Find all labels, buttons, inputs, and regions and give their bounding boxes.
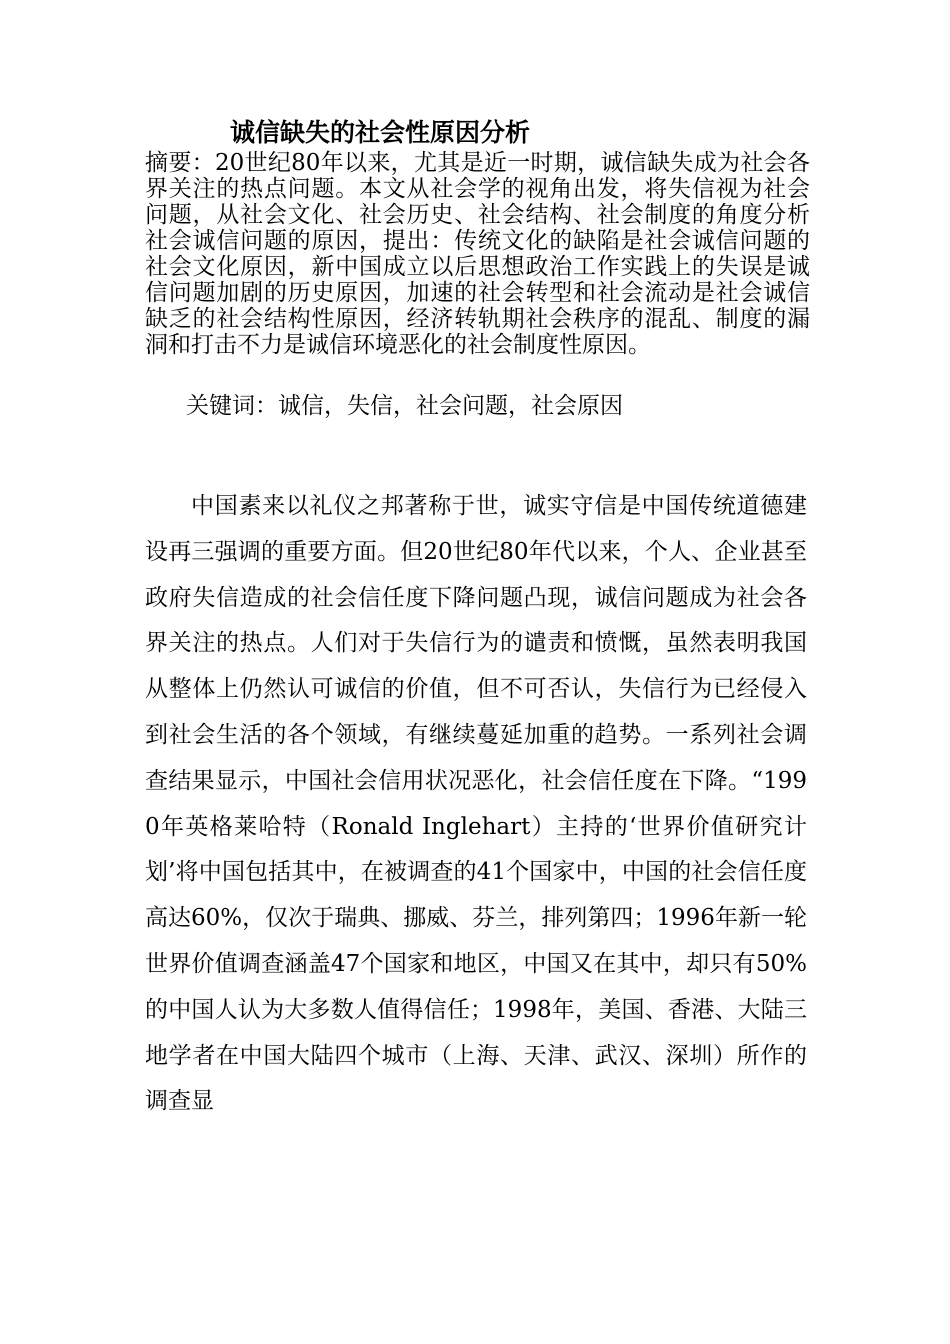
body-paragraph: 中国素来以礼仪之邦著称于世，诚实守信是中国传统道德建设再三强调的重要方面。但20世纪80年代以来，个人、企业甚至政府失信造成的社会信任度下降问题凸现，诚信问题成为社会各界关注的热点。人们对于失信行为的谴责和愤慨，虽然表明我国从整体上仍然认可诚信的价值，但不可否认，失信行为已经侵入到社会生活的各个领域，有继续蔓延加重的趋势。一系列社会调查结果显示，中国社会信用状况恶化，社会信任度在下降。“1990年英格莱哈特（Ronald Inglehart）主持的‘世界价值研究计划’将中国包括其中，在被调查的41个国家中，中国的社会信任度高达60%，仅次于瑞典、挪威、芬兰，排列第四；1996年新一轮世界价值调查涵盖47个国家和地区，中国又在其中，却只有50%的中国人认为大多数人值得信任；1998年，美国、香港、大陆三地学者在中国大陆四个城市（上海、天津、武汉、深圳）所作的调查显 — [145, 493, 807, 1115]
document-title: 诚信缺失的社会性原因分析 — [230, 118, 531, 147]
abstract-paragraph: 摘要：20世纪80年以来，尤其是近一时期，诚信缺失成为社会各界关注的热点问题。本文从社会学的视角出发，将失信视为社会问题，从社会文化、社会历史、社会结构、社会制度的角度分析社会诚信问题的原因，提出：传统文化的缺陷是社会诚信问题的社会文化原因，新中国成立以后思想政治工作实践上的失误是诚信问题加剧的历史原因，加速的社会转型和社会流动是社会诚信缺乏的社会结构性原因，经济转轨期社会秩序的混乱、制度的漏洞和打击不力是诚信环境恶化的社会制度性原因。 — [145, 150, 810, 358]
keywords-line: 关键词：诚信，失信，社会问题，社会原因 — [186, 393, 623, 419]
